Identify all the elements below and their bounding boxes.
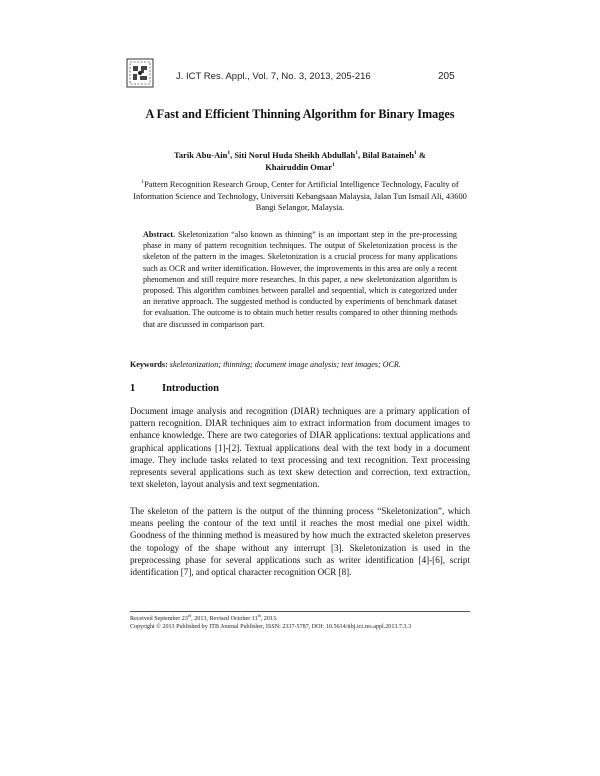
copyright-line: Copyright © 2013 Published by ITB Journal Publisher, ISSN: 2337-5787, DOI: 10.5614/itbj.ict.res.appl.2013.7.3.3 bbox=[130, 624, 412, 630]
section-number: 1 bbox=[130, 383, 136, 394]
author-affiliation-marker: 1 bbox=[332, 162, 335, 169]
affiliation bbox=[130, 179, 470, 214]
journal-citation: J. ICT Res. Appl., Vol. 7, No. 3, 2013, 205-216 bbox=[176, 71, 371, 82]
affiliation-marker: 1 bbox=[141, 179, 145, 186]
footer-notes bbox=[130, 612, 470, 631]
author-list bbox=[130, 149, 470, 173]
journal-seal-icon bbox=[126, 58, 154, 88]
section-heading bbox=[130, 383, 219, 394]
affiliation-text: Pattern Recognition Research Group, Center for Artificial Intelligence Technology, Faculty of Information Science and Technology, Universiti Kebangsaan Malaysia, Jalan Tun Ismail Ali, 43600 Bangi Selangor, Malaysia. bbox=[133, 180, 467, 212]
author-affiliation-marker: 1 bbox=[227, 150, 231, 157]
author-name: Khairuddin Omar bbox=[265, 162, 333, 172]
body-paragraph: The skeleton of the pattern is the output of the thinning process “Skeletonization”, which means peeling the contour of the text until it reaches the most medial one pixel width. Goodness of the thinning method is measured by how much the extracted skeleton preserves the topology of the shape without any interrupt [3]. Skeletonization is used in the preprocessing phase for several applications such as writer identification [4]-[6], script identification [7], and optical character recognition OCR [8]. bbox=[130, 506, 470, 578]
abstract-text: Skeletonization “also known as thinning” is an important step in the pre-processing phase in many of pattern recognition techniques. The output of Skeletonization process is the skeleton of the pattern in the images. Skeletonization is a crucial process for many applications such as OCR and writer identification. However, the improvements in this area are only a recent phenomenon and still require more researches. In this paper, a new skeletonization algorithm is proposed. This algorithm combines between parallel and sequential, which is categorized under an iterative approach. The suggested method is conducted by experiments of benchmark dataset for evaluation. The outcome is to obtain much better results compared to other thinning methods that are discussed in comparison part. bbox=[143, 230, 457, 329]
author-separator: , bbox=[230, 150, 235, 160]
page-number: 205 bbox=[438, 71, 455, 82]
author-separator: , bbox=[358, 150, 363, 160]
section-title: Introduction bbox=[162, 383, 219, 394]
paper-title: A Fast and Efficient Thinning Algorithm for Binary Images bbox=[145, 107, 455, 121]
keywords-label: Keywords: bbox=[130, 360, 168, 369]
author-separator: & bbox=[416, 150, 426, 160]
abstract bbox=[143, 229, 457, 330]
author-affiliation-marker: 1 bbox=[355, 150, 359, 157]
received-line bbox=[130, 612, 470, 623]
revised-ordinal: th bbox=[257, 612, 261, 618]
footer-divider bbox=[130, 611, 470, 612]
received-ordinal: rd bbox=[187, 612, 192, 618]
author-name: Siti Norul Huda Sheikh Abdullah bbox=[234, 150, 356, 160]
abstract-label: Abstract. bbox=[143, 230, 176, 239]
keywords bbox=[130, 359, 470, 370]
body-paragraph: Document image analysis and recognition (DIAR) techniques are a primary application of pattern recognition. DIAR techniques aim to extract information from document images to enhance knowledge. There are two categories of DIAR applications: textual applications and graphical applications [1]-[2]. Textual applications deal with the text body in a document image. They include tasks related to text processing and text recognition. Text processing represents several applications such as text skew detection and correction, text extraction, text skeleton, layout analysis and text segmentation. bbox=[130, 406, 470, 490]
received-date: Received September 23 bbox=[130, 616, 188, 622]
author-name: Tarik Abu-Ain bbox=[174, 150, 228, 160]
keywords-text: skeletonization; thinning; document image analysis; text images; OCR. bbox=[169, 360, 401, 369]
revised-date: , 2013, Revised October 11 bbox=[191, 616, 258, 622]
author-name: Bilal Bataineh bbox=[362, 150, 415, 160]
author-affiliation-marker: 1 bbox=[414, 150, 417, 157]
revised-year: , 2013. bbox=[260, 616, 278, 622]
